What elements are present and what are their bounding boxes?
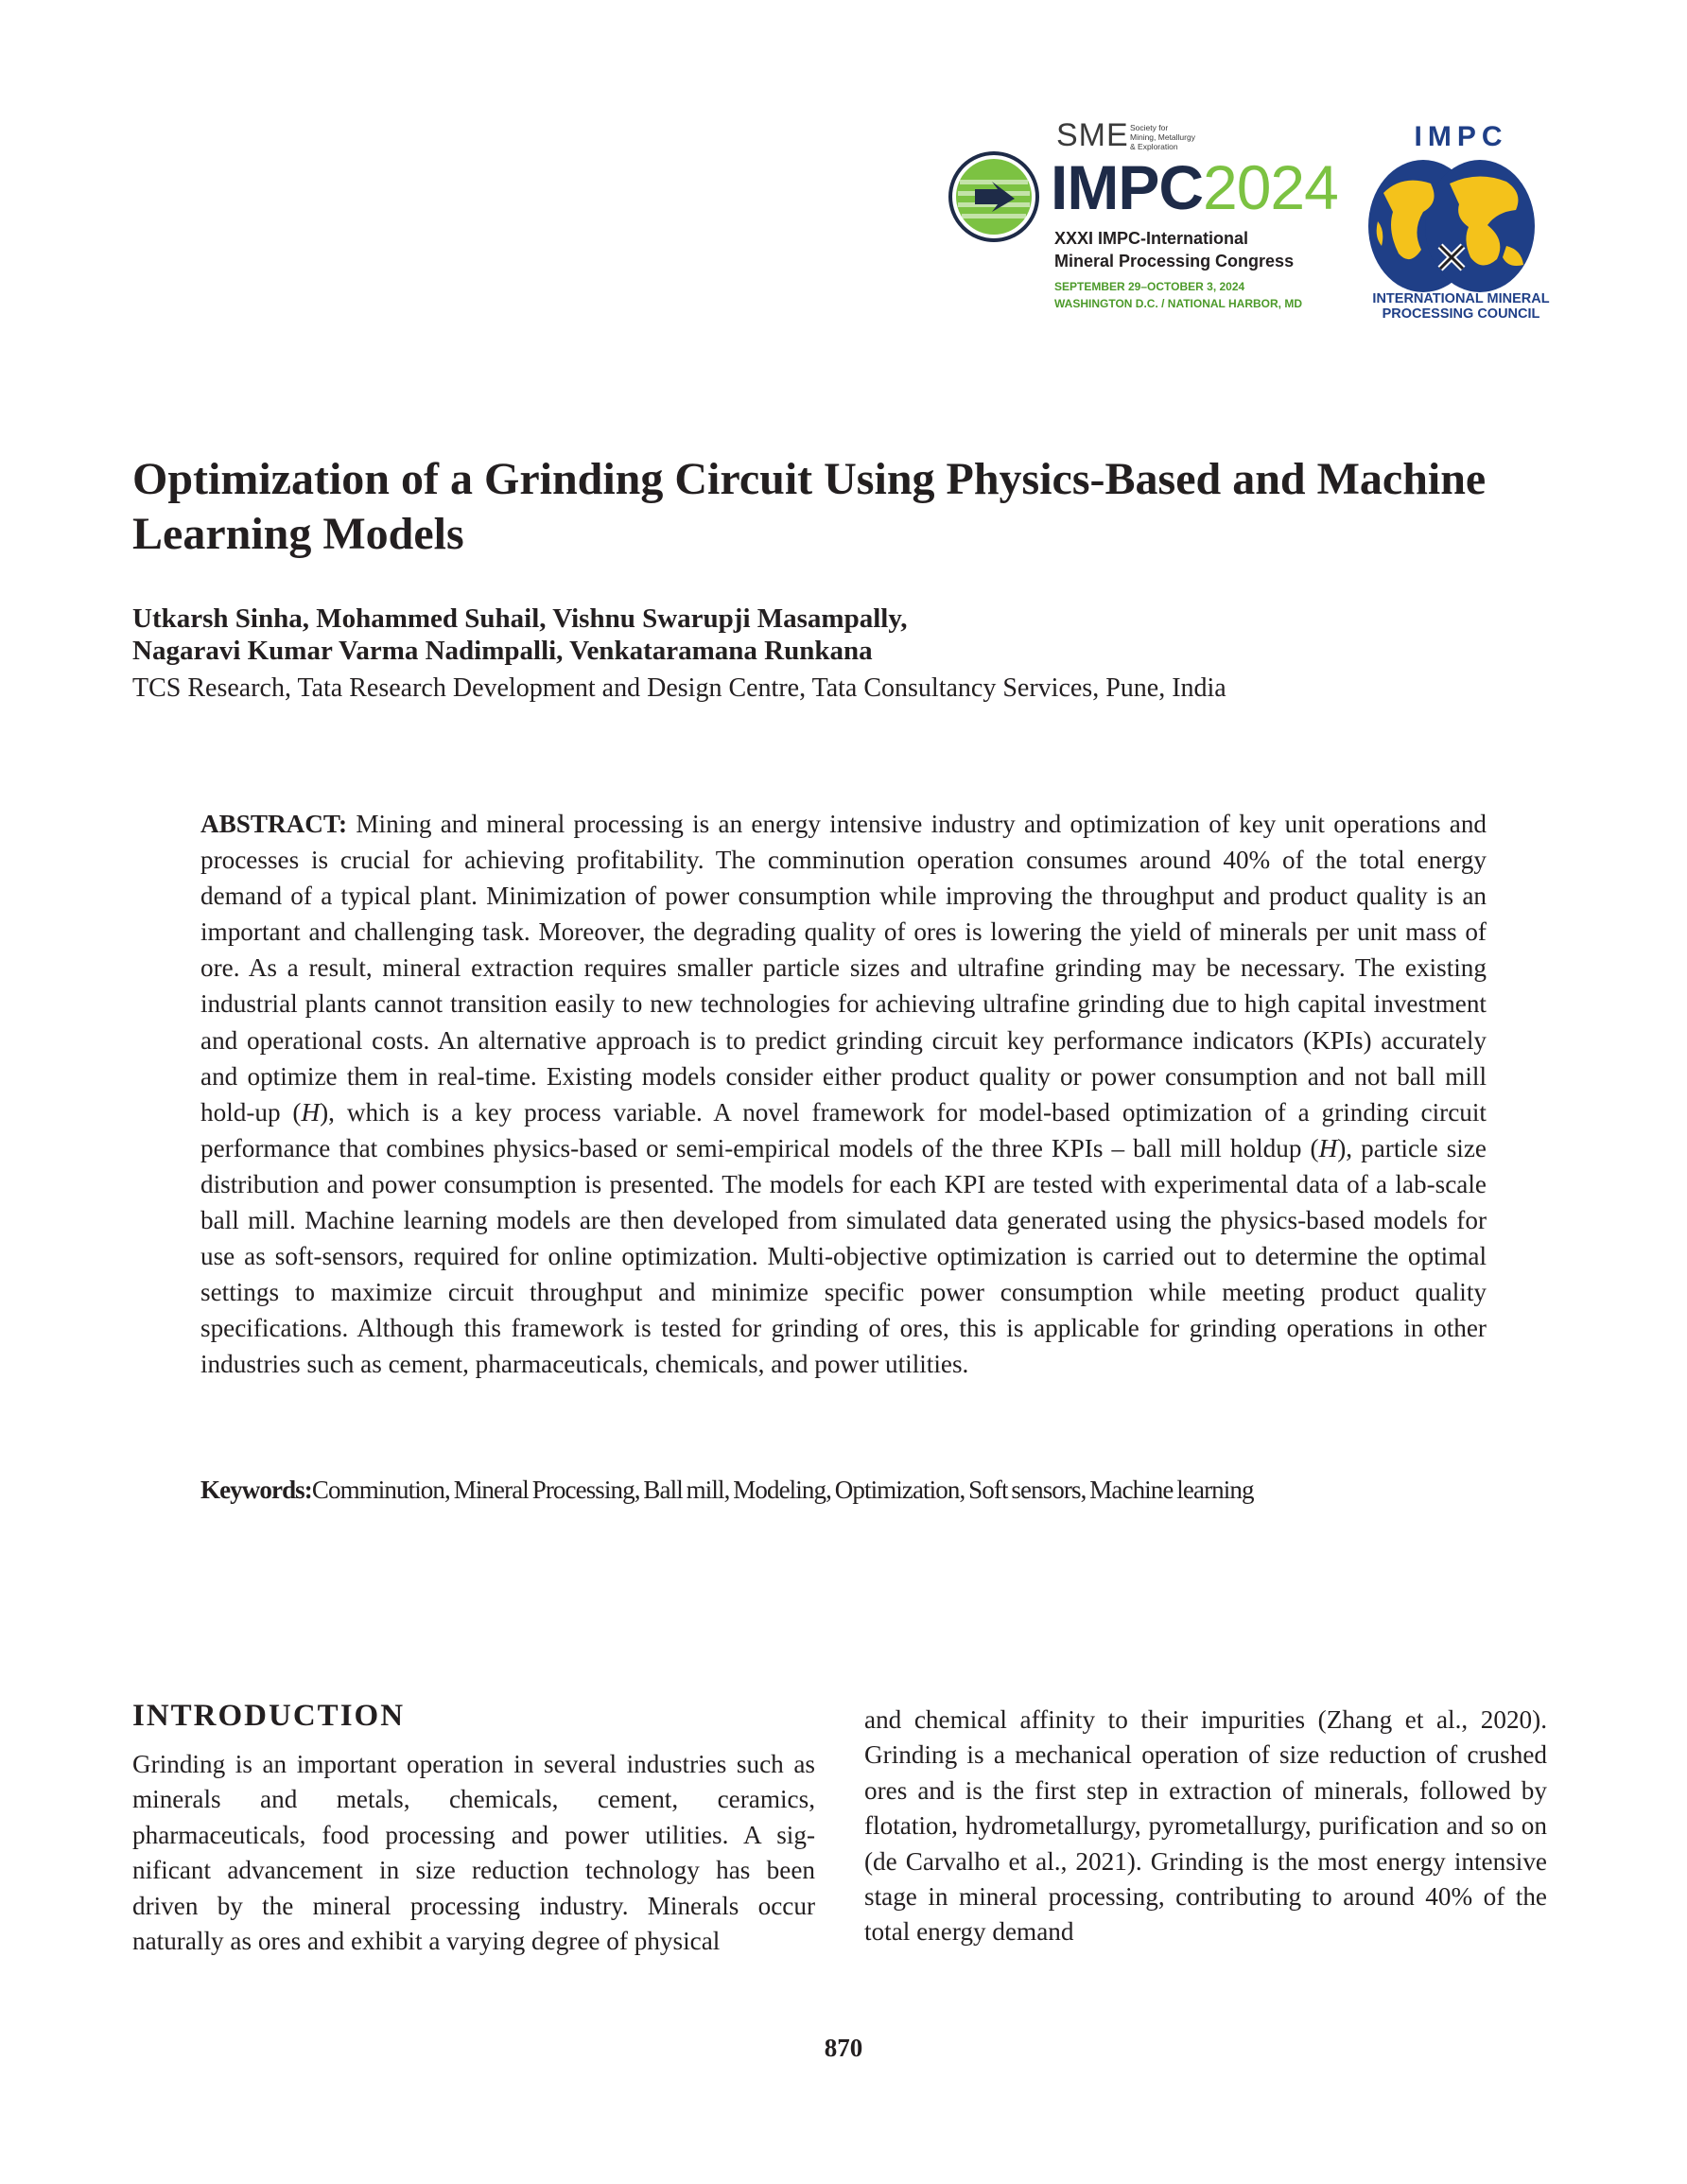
congress-location: WASHINGTON D.C. / NATIONAL HARBOR, MD — [1054, 297, 1302, 310]
keywords-label: Keywords: — [200, 1476, 312, 1504]
sme-logo-text: SME — [1056, 117, 1129, 153]
abstract-text-2: ), which is a key process variable. A novel framework for model-based optimization of a grinding circuit performance that combines physics-based or semi-empirical models of the three KPIs – ball mill holdup ( — [200, 1097, 1487, 1162]
introduction-right-column: and chemical affinity to their impurities (Zhang et al., 2020). Grinding is a mechanical operation of size reduction of crushed ores and is the first step in extraction of minerals, followed by flotation, hydrometallurgy, pyrometallurgy, purification and so on (de Carvalho et al., 2021). Grinding is the most energy intensive stage in mineral processing, contributing to around 40% of the total energy demand — [864, 1705, 1547, 1947]
abstract-text-1: Mining and mineral processing is an energy intensive industry and optimization of key unit operations and processes is crucial for achieving profitability. The comminution operation consumes around 40% of the total energy demand of a typical plant. Minimization of power consumption while improving the throughput and product quality is an important and challenging task. Moreover, the degrading quality of ores is lowering the yield of minerals per unit mass of ore. As a result, mineral extraction requires smaller particle sizes and ultrafine grinding may be necessary. The existing industrial plants cannot transition easily to new technologies for achieving ultrafine grinding due to high capital investment and operational costs. An alternative approach is to predict grinding circuit key performance indicators (KPIs) accurately and optimize them in real-time. Existing models consider either product quality or power consumption and not ball mill hold-up ( — [200, 810, 1487, 1127]
keywords — [200, 1476, 1496, 1505]
impc-council-logo — [1362, 121, 1560, 323]
impc-2024-wordmark: IMPC2024 — [1051, 152, 1338, 222]
introduction-heading: INTRODUCTION — [132, 1699, 406, 1733]
keywords-text: Comminution, Mineral Processing, Ball mill, Modeling, Optimization, Soft sensors, Machine learning — [311, 1476, 1254, 1504]
holdup-symbol: H — [301, 1097, 321, 1127]
sme-tagline: Society for Mining, Metallurgy & Exploration — [1130, 123, 1195, 151]
authors-line1: Utkarsh Sinha, Mohammed Suhail, Vishnu Swarupji Masampally, — [132, 603, 908, 634]
globe-icon — [1365, 155, 1539, 297]
page-number: 870 — [824, 2034, 863, 2062]
abstract-text-3: ), particle size distribution and power consumption is presented. The models for each KPI are tested with experimental data of a lab-scale ball mill. Machine learning models are then developed from simulated data generated using the physics-based models for use as soft-sensors, required for online optimization. Multi-objective optimization is carried out to determine the optimal settings to maximize circuit throughput and minimize specific power consumption while meeting product quality specifications. Although this framework is tested for grinding of ores, this is applicable for grinding operations in other industries such as cement, pharmaceuticals, chemicals, and power utilities. — [200, 1133, 1487, 1379]
abstract-label: ABSTRACT: — [200, 810, 348, 838]
holdup-symbol: H — [1318, 1133, 1338, 1162]
council-logo-title: IMPC — [1414, 121, 1508, 152]
impc-2024-logo — [948, 117, 1346, 325]
impc-emblem-icon — [948, 151, 1039, 242]
congress-name-line2: Mineral Processing Congress — [1054, 252, 1295, 271]
council-name-line2: PROCESSING COUNCIL — [1382, 306, 1540, 322]
paper-title: Optimization of a Grinding Circuit Using Physics-Based and Machine Learning Models — [132, 454, 1487, 559]
congress-name-line1: XXXI IMPC-International — [1054, 229, 1249, 248]
congress-dates: SEPTEMBER 29–OCTOBER 3, 2024 — [1054, 280, 1245, 293]
introduction-left-column: Grinding is an important operation in several industries such as minerals and metals, chemicals, cement, ceramics, pharmaceuticals, food processing and power utilities. A significant advancement in size reduction technology has been driven by the mineral processing industry. Minerals occur naturally as ores and exhibit a varying degree of physical — [132, 1750, 815, 1956]
authors-line2: Nagaravi Kumar Varma Nadimpalli, Venkataramana Runkana — [132, 636, 873, 666]
affiliation: TCS Research, Tata Research Development and Design Centre, Tata Consultancy Services, Pune, India — [132, 673, 1226, 703]
abstract — [200, 806, 1487, 1383]
council-name-line1: INTERNATIONAL MINERAL — [1372, 291, 1550, 306]
